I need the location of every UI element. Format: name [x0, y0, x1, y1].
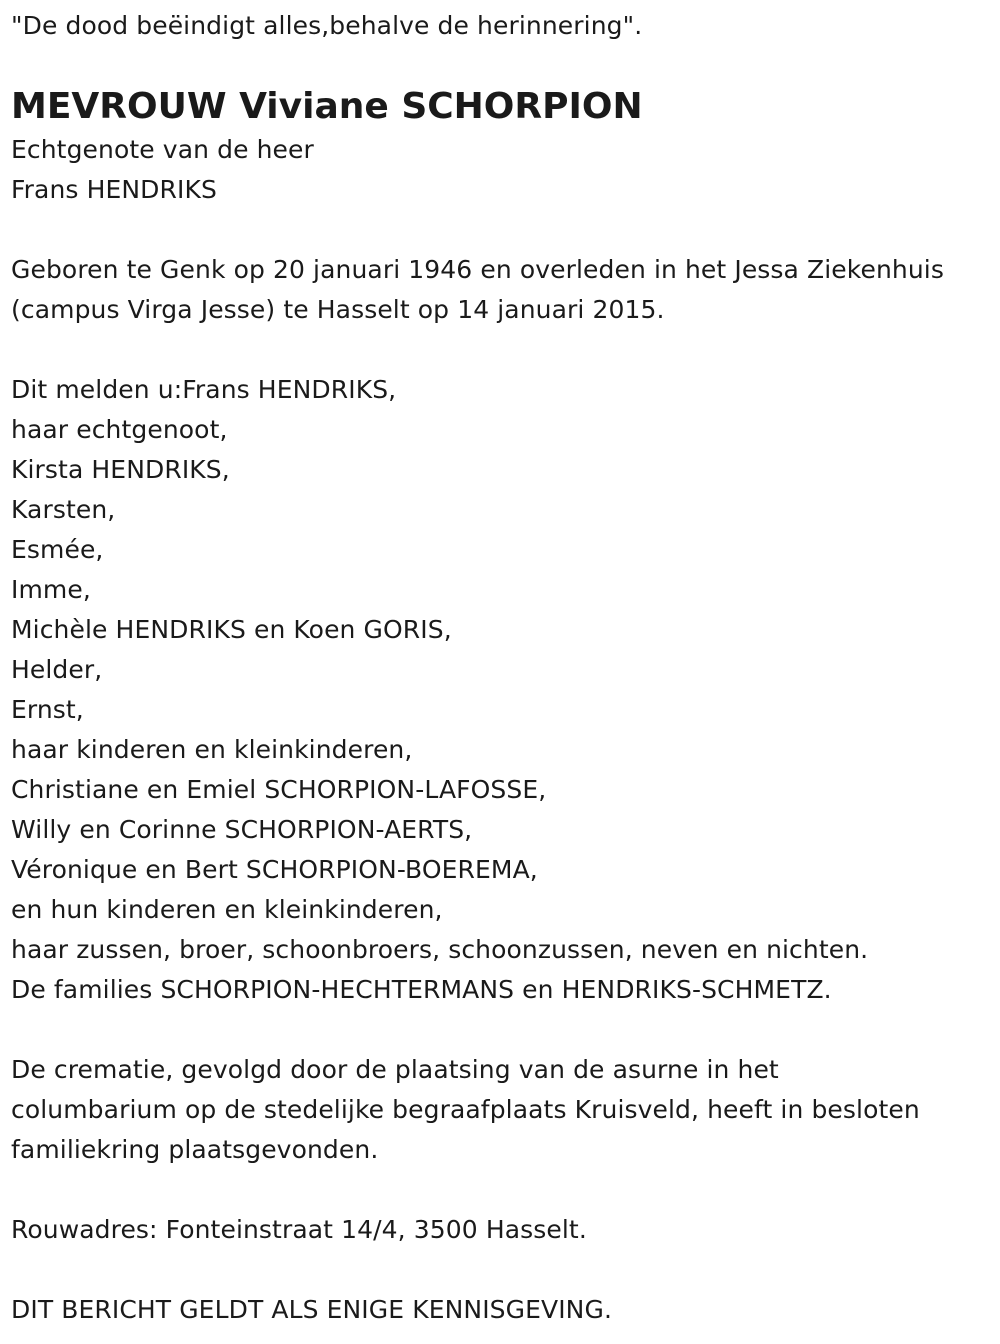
announcer-line: haar echtgenoot,: [11, 415, 228, 444]
birth-death-line: (campus Virga Jesse) te Hasselt op 14 januari 2015.: [11, 295, 665, 324]
obituary-document: [11, 0, 991, 1330]
spacer: [11, 1250, 991, 1290]
announcer-line: Véronique en Bert SCHORPION-BOEREMA,: [11, 855, 538, 884]
cremation-section: [11, 1050, 991, 1170]
announcer-line: De families SCHORPION-HECHTERMANS en HENDRIKS-SCHMETZ.: [11, 975, 832, 1004]
spouse-intro-line: Echtgenote van de heer: [11, 135, 314, 164]
cremation-line: De crematie, gevolgd door de plaatsing van de asurne in het: [11, 1055, 779, 1084]
announcer-line: haar kinderen en kleinkinderen,: [11, 735, 413, 764]
official-notice: DIT BERICHT GELDT ALS ENIGE KENNISGEVING.: [11, 1295, 612, 1324]
birth-death-section: [11, 250, 991, 330]
announcer-line: Kirsta HENDRIKS,: [11, 455, 230, 484]
deceased-name-title: MEVROUW Viviane SCHORPION: [11, 86, 643, 127]
birth-death-line: Geboren te Genk op 20 januari 1946 en overleden in het Jessa Ziekenhuis: [11, 255, 944, 284]
mourning-address: Rouwadres: Fonteinstraat 14/4, 3500 Hasselt.: [11, 1215, 587, 1244]
announcer-line: Christiane en Emiel SCHORPION-LAFOSSE,: [11, 775, 547, 804]
cremation-line: familiekring plaatsgevonden.: [11, 1135, 379, 1164]
spouse-name-line: Frans HENDRIKS: [11, 175, 217, 204]
announcer-line: en hun kinderen en kleinkinderen,: [11, 895, 443, 924]
spacer: [11, 210, 991, 250]
cremation-line: columbarium op de stedelijke begraafplaats Kruisveld, heeft in besloten: [11, 1095, 920, 1124]
announcer-line: Helder,: [11, 655, 103, 684]
announcer-line: Ernst,: [11, 695, 84, 724]
announcer-line: haar zussen, broer, schoonbroers, schoonzussen, neven en nichten.: [11, 935, 869, 964]
epitaph-quote: "De dood beëindigt alles,behalve de herinnering".: [11, 11, 643, 40]
spacer: [11, 1010, 991, 1050]
announcer-line: Willy en Corinne SCHORPION-AERTS,: [11, 815, 473, 844]
announcers-section: [11, 370, 991, 1010]
spacer: [11, 330, 991, 370]
spouse-section: [11, 130, 991, 210]
announcer-line: Michèle HENDRIKS en Koen GORIS,: [11, 615, 452, 644]
announcer-line: Esmée,: [11, 535, 104, 564]
announcer-line: Dit melden u:Frans HENDRIKS,: [11, 375, 397, 404]
spacer: [11, 1170, 991, 1210]
announcer-line: Imme,: [11, 575, 91, 604]
announcer-line: Karsten,: [11, 495, 116, 524]
